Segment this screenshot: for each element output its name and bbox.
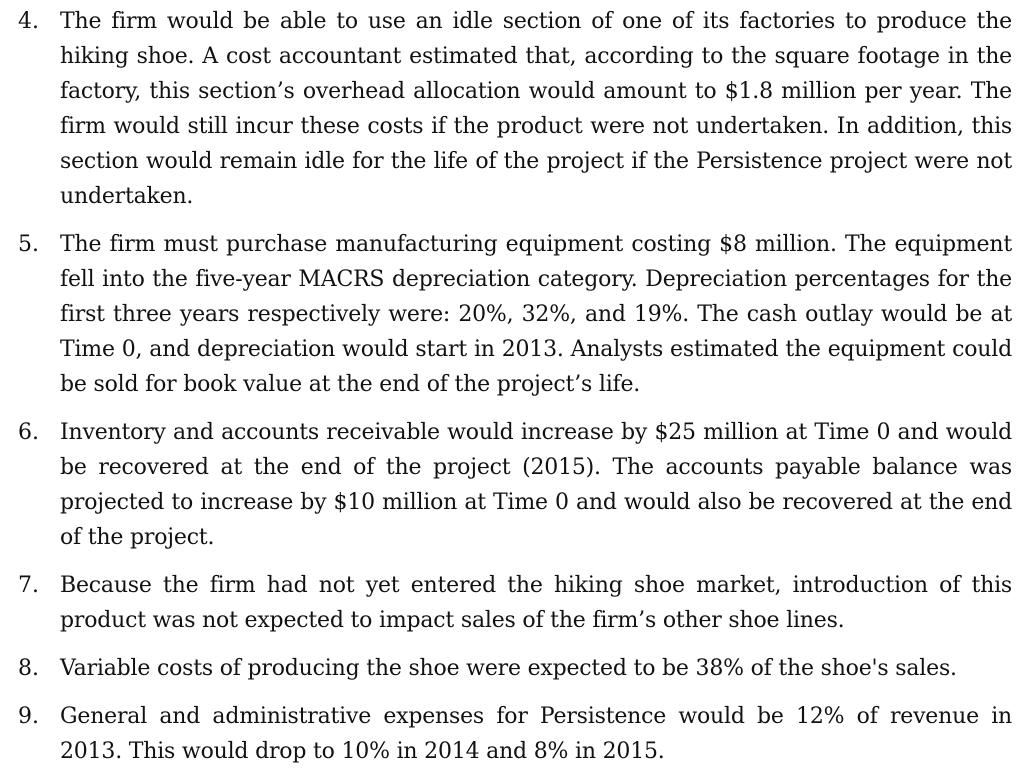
item-number: 9. — [18, 704, 39, 729]
item-text: Because the firm had not yet entered the hiking shoe market, introduction of this product was not expected to impact sales of the firm’s other shoe lines. — [60, 573, 1012, 633]
list-item-5 — [18, 227, 1012, 402]
item-text: Inventory and accounts receivable would increase by $25 million at Time 0 and would be recovered at the end of the project (2015). The accounts payable balance was projected to increase by $10 million at Time 0 and would also be recovered at the end of the project. — [60, 420, 1012, 550]
item-number: 5. — [18, 232, 39, 257]
list-item-8 — [18, 651, 1012, 686]
list-item-7 — [18, 568, 1012, 638]
item-text: The firm must purchase manufacturing equipment costing $8 million. The equipment fell into the five-year MACRS depreciation category. Depreciation percentages for the first three years respectively were: 20%, 32%, and 19%. The cash outlay would be at Time 0, and depreciation would start in 2013. Analysts estimated the equipment could be sold for book value at the end of the project’s life. — [60, 232, 1012, 397]
item-number: 8. — [18, 656, 39, 681]
list-item-6 — [18, 415, 1012, 555]
item-text: General and administrative expenses for Persistence would be 12% of revenue in 2013. This would drop to 10% in 2014 and 8% in 2015. — [60, 704, 1012, 764]
list-item-9 — [18, 699, 1012, 769]
item-number: 4. — [18, 9, 39, 34]
item-text: The firm would be able to use an idle section of one of its factories to produce the hiking shoe. A cost accountant estimated that, according to the square footage in the factory, this section’s overhead allocation would amount to $1.8 million per year. The firm would still incur these costs if the product were not undertaken. In addition, this section would remain idle for the life of the project if the Persistence project were not undertaken. — [60, 9, 1012, 209]
item-number: 6. — [18, 420, 39, 445]
document-list — [18, 4, 1012, 782]
item-text: Variable costs of producing the shoe were expected to be 38% of the shoe's sales. — [60, 656, 957, 681]
list-item-4 — [18, 4, 1012, 214]
item-number: 7. — [18, 573, 39, 598]
